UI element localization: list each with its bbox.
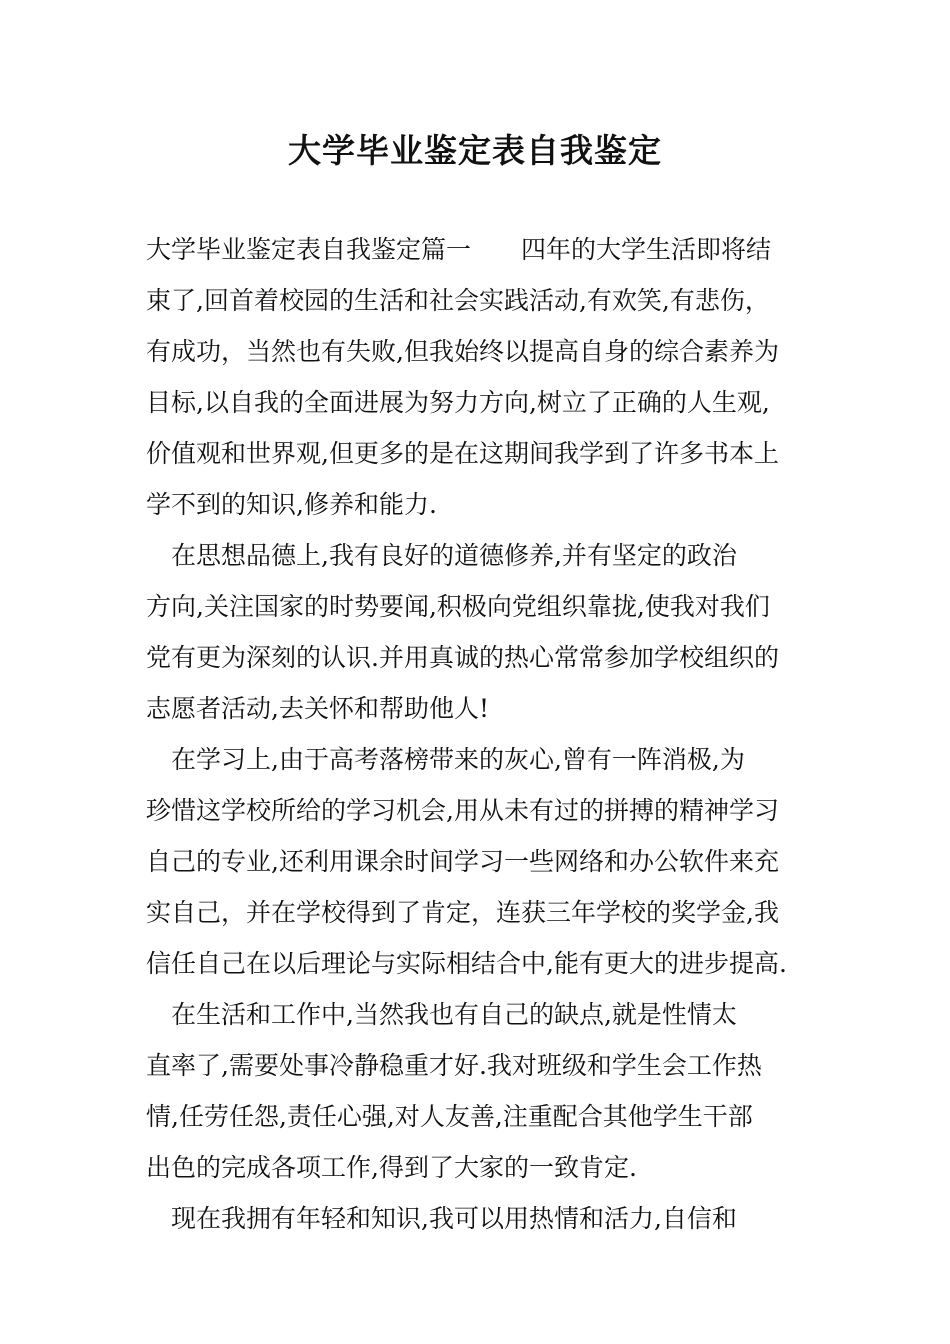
document-title: 大学毕业鉴定表自我鉴定 — [288, 131, 662, 170]
body-line: 情,任劳任怨,责任心强,对人友善,注重配合其他学生干部 — [146, 1102, 753, 1131]
body-line: 在学习上,由于高考落榜带来的灰心,曾有一阵消极,为 — [146, 745, 745, 774]
body-line: 直率了,需要处事冷静稳重才好.我对班级和学生会工作热 — [146, 1051, 762, 1080]
body-line: 方向,关注国家的时势要闻,积极向党组织靠拢,使我对我们 — [146, 592, 770, 621]
body-line: 珍惜这学校所给的学习机会,用从未有过的拼搏的精神学习 — [146, 796, 779, 825]
body-line: 志愿者活动,去关怀和帮助他人! — [146, 694, 489, 723]
body-line: 党有更为深刻的认识.并用真诚的热心常常参加学校组织的 — [146, 643, 779, 672]
body-line: 束了,回首着校园的生活和社会实践活动,有欢笑,有悲伤， — [146, 286, 770, 315]
body-line: 信任自己在以后理论与实际相结合中,能有更大的进步提高. — [146, 949, 787, 978]
body-line: 在生活和工作中,当然我也有自己的缺点,就是性情太 — [146, 1000, 737, 1029]
body-line: 实自己，并在学校得到了肯定，连获三年学校的奖学金,我 — [146, 898, 779, 927]
body-line: 大学毕业鉴定表自我鉴定篇一 四年的大学生活即将结 — [146, 235, 772, 264]
body-line: 在思想品德上,我有良好的道德修养,并有坚定的政治 — [146, 541, 737, 570]
body-line: 自己的专业,还利用课余时间学习一些网络和办公软件来充 — [146, 847, 779, 876]
body-line: 现在我拥有年轻和知识,我可以用热情和活力,自信和 — [146, 1204, 737, 1233]
body-line: 出色的完成各项工作,得到了大家的一致肯定. — [146, 1153, 637, 1182]
body-line: 有成功，当然也有失败,但我始终以提高自身的综合素养为 — [146, 337, 779, 366]
body-line: 学不到的知识,修养和能力. — [146, 490, 437, 519]
body-line: 目标,以自我的全面进展为努力方向,树立了正确的人生观, — [146, 388, 770, 417]
body-line: 价值观和世界观,但更多的是在这期间我学到了许多书本上 — [146, 439, 779, 468]
